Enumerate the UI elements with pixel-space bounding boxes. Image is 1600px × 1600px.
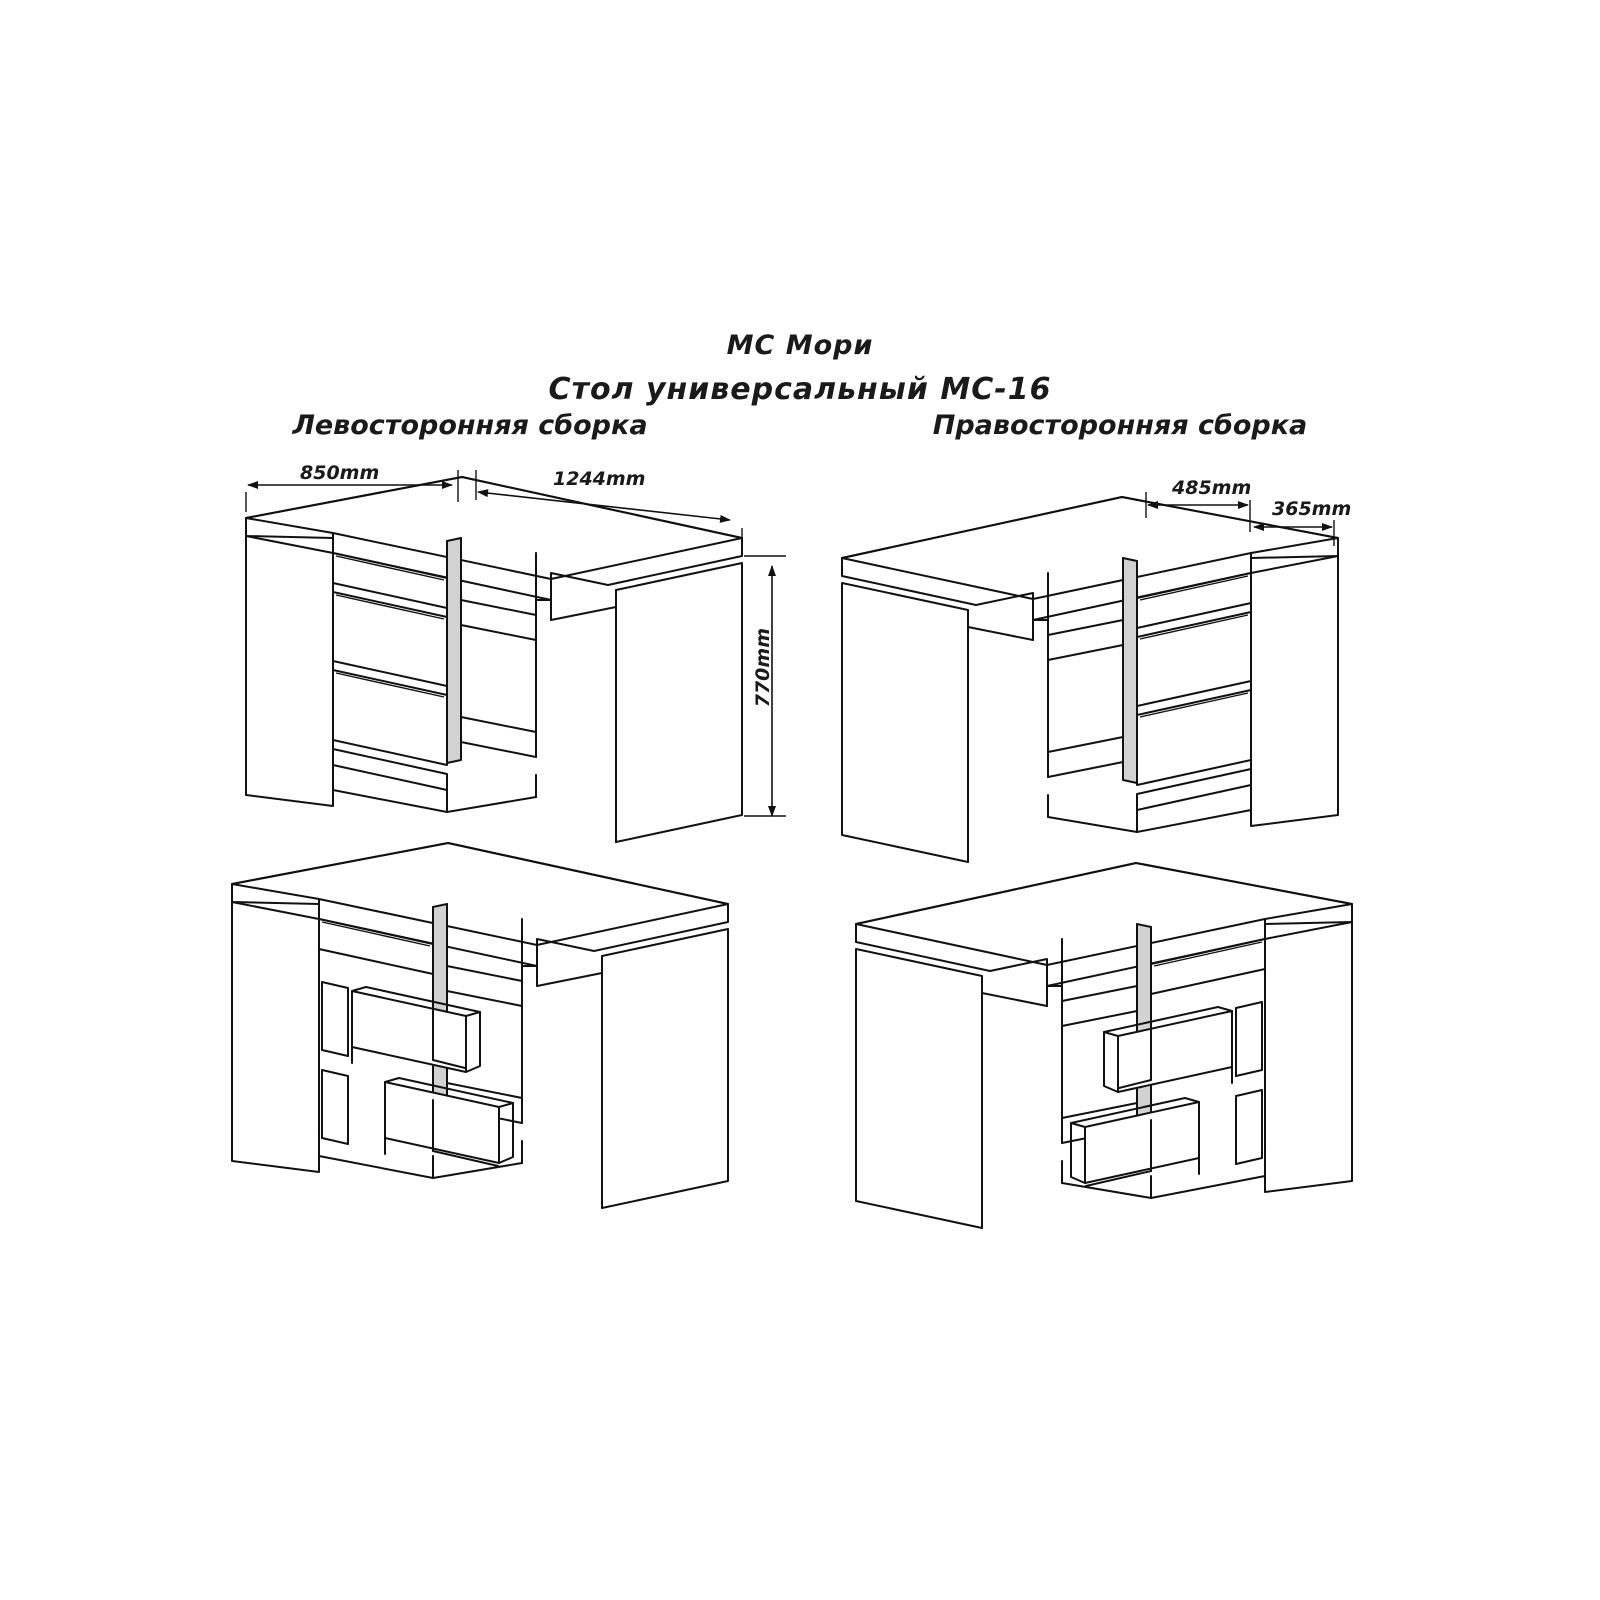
view-left-assembly-closed bbox=[246, 470, 786, 842]
desk-apron bbox=[522, 966, 602, 986]
desk-apron bbox=[968, 620, 1048, 640]
view-title-right-assembly: Правосторонняя сборка bbox=[932, 410, 1308, 441]
pedestal-left-side-panel bbox=[232, 902, 319, 1172]
pedestal-partition bbox=[1123, 558, 1137, 783]
dimension-label-height: 770mm bbox=[752, 628, 774, 708]
drawer-open-bottom bbox=[322, 1070, 513, 1166]
pedestal-right-side-panel bbox=[1265, 922, 1352, 1192]
drawer-open-middle bbox=[322, 982, 480, 1072]
desk-left-leg-panel bbox=[842, 583, 968, 862]
view-title-left-assembly: Левосторонняя сборка bbox=[292, 410, 648, 441]
model-title: Стол универсальный МС-16 bbox=[548, 372, 1052, 407]
drawer-open-middle bbox=[1104, 1002, 1262, 1092]
view-right-assembly-open bbox=[856, 863, 1352, 1228]
desk-apron bbox=[982, 986, 1062, 1006]
dimension-label-width-top: 1244mm bbox=[553, 468, 646, 490]
desk-right-leg-panel bbox=[602, 929, 728, 1208]
open-shelf-compartment bbox=[461, 538, 536, 775]
desk-apron bbox=[536, 600, 616, 620]
dimension-label-width-right-b: 365mm bbox=[1272, 498, 1352, 520]
drawer-open-bottom bbox=[1071, 1090, 1262, 1186]
view-left-assembly-open bbox=[232, 843, 728, 1208]
desk-right-leg-panel bbox=[616, 563, 742, 842]
dimension-label-width-left: 850mm bbox=[300, 462, 380, 484]
pedestal-right-side-panel bbox=[1251, 556, 1338, 826]
view-right-assembly-closed bbox=[842, 492, 1338, 862]
brand-title: МС Мори bbox=[726, 330, 874, 361]
dimension-arrow-770 bbox=[744, 556, 786, 816]
drawer-fronts-stack bbox=[1137, 573, 1251, 810]
pedestal-partition bbox=[447, 538, 461, 763]
desk-left-leg-panel bbox=[856, 949, 982, 1228]
pedestal-left-side-panel bbox=[246, 536, 333, 806]
dimension-label-width-right-a: 485mm bbox=[1172, 477, 1252, 499]
